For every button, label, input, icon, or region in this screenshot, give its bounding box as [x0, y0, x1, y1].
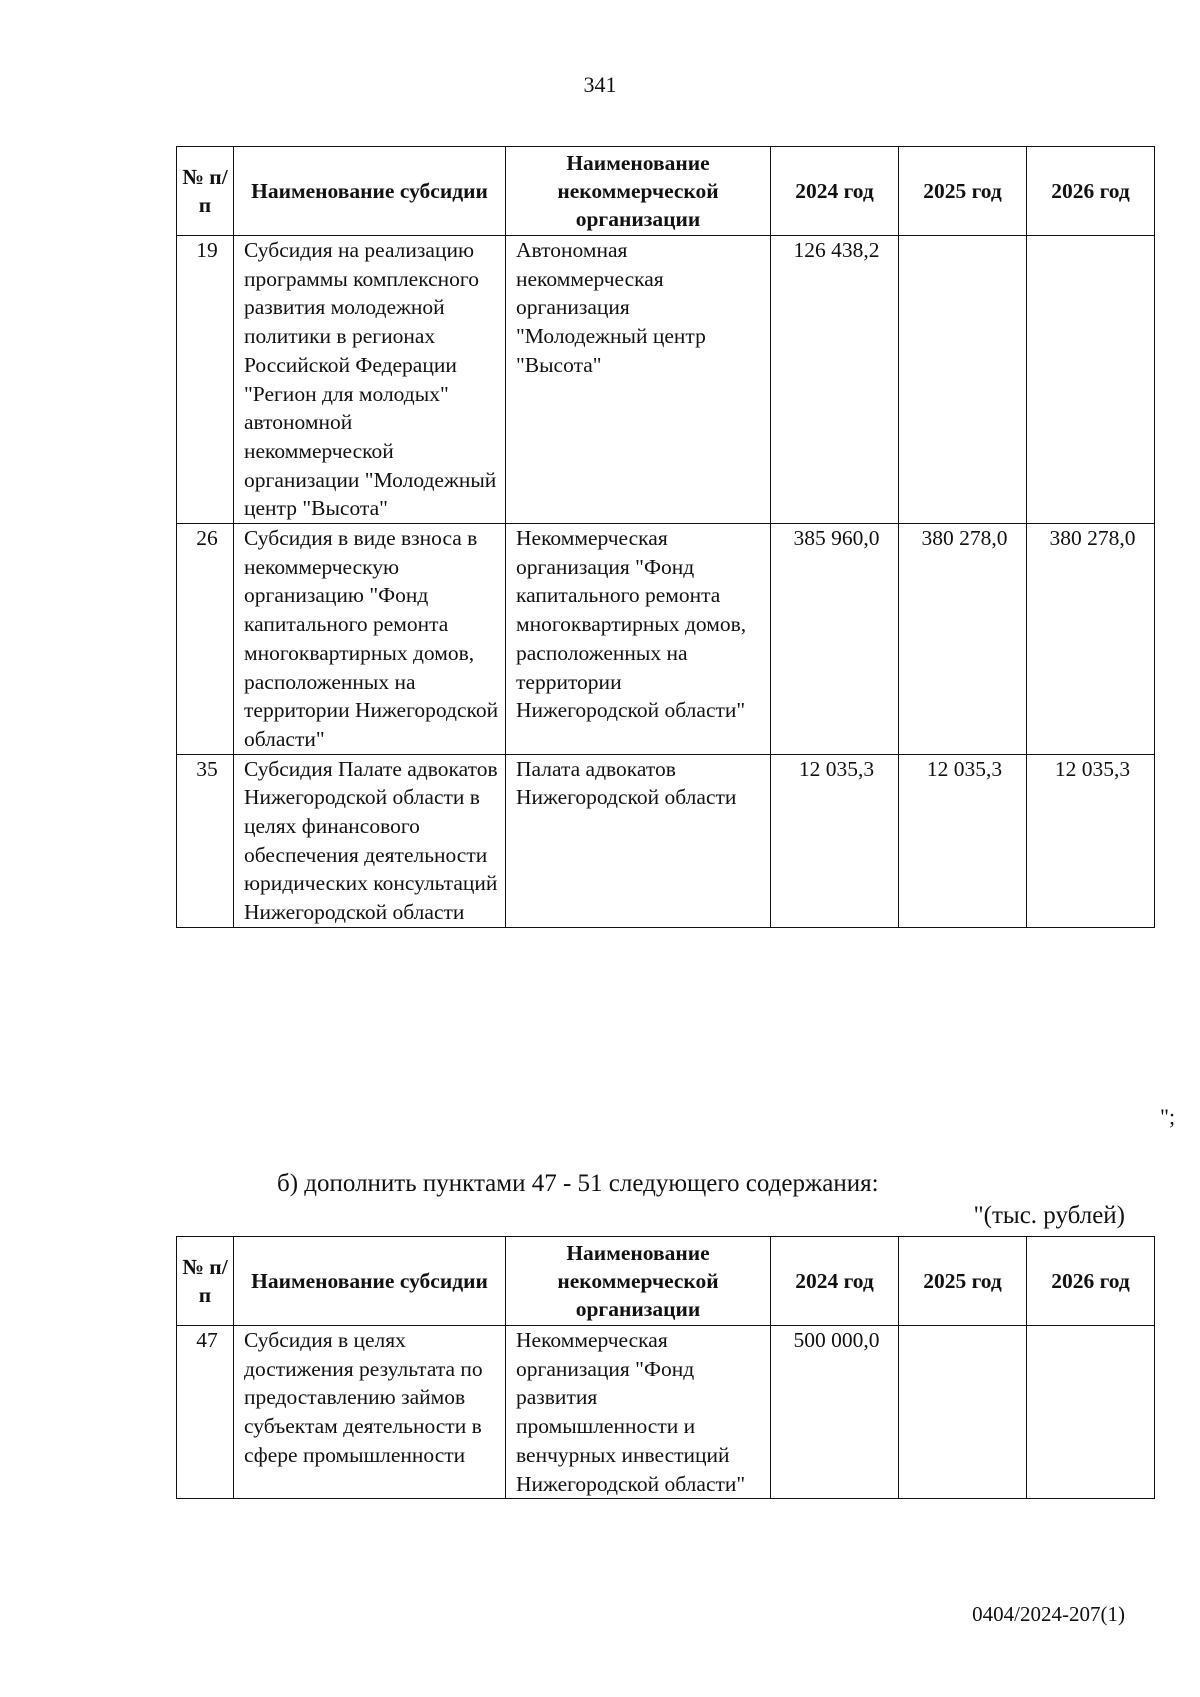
row-2025: 12 035,3: [899, 754, 1027, 927]
row-2025: [899, 1326, 1027, 1499]
closing-quote: ";: [1160, 1104, 1176, 1129]
header-2026: 2026 год: [1027, 147, 1155, 236]
units-label: "(тыс. рублей): [973, 1202, 1125, 1229]
row-subsidy: Субсидия в целях достижения результата по предоставлению займов субъектам деятельности в сфере промышленности: [234, 1326, 506, 1499]
row-subsidy: Субсидия Палате адвокатов Нижегородской области в целях финансового обеспечения деятельности юридических консультаций Нижегородской области: [234, 754, 506, 927]
row-subsidy: Субсидия в виде взноса в некоммерческую организацию "Фонд капитального ремонта многоквартирных домов, расположенных на территории Нижегородской области": [234, 524, 506, 755]
table-row: [177, 1326, 1155, 1499]
row-num: 26: [177, 524, 234, 755]
header-organization: Наименование некоммерческой организации: [506, 147, 771, 236]
header-subsidy: Наименование субсидии: [234, 147, 506, 236]
row-2026: [1027, 1326, 1155, 1499]
header-2026: 2026 год: [1027, 1237, 1155, 1326]
page-number: 341: [583, 72, 617, 97]
row-subsidy: Субсидия на реализацию программы комплексного развития молодежной политики в регионах Российской Федерации "Регион для молодых" автономной некоммерческой организации "Молодежный центр "Высота": [234, 236, 506, 524]
table-row: [177, 524, 1155, 755]
row-2024: 126 438,2: [771, 236, 899, 524]
row-2024: 12 035,3: [771, 754, 899, 927]
header-2024: 2024 год: [771, 147, 899, 236]
table-row: [177, 754, 1155, 927]
header-num: № п/п: [177, 1237, 234, 1326]
header-num: № п/п: [177, 147, 234, 236]
row-2026: [1027, 236, 1155, 524]
row-num: 19: [177, 236, 234, 524]
table-header-row: [177, 1237, 1155, 1326]
row-2026: 380 278,0: [1027, 524, 1155, 755]
row-2025: [899, 236, 1027, 524]
header-2024: 2024 год: [771, 1237, 899, 1326]
header-organization: Наименование некоммерческой организации: [506, 1237, 771, 1326]
row-organization: Автономная некоммерческая организация "Молодежный центр "Высота": [506, 236, 771, 524]
header-2025: 2025 год: [899, 1237, 1027, 1326]
subsidy-table-1: [176, 146, 1155, 928]
row-organization: Некоммерческая организация "Фонд капитального ремонта многоквартирных домов, расположенных на территории Нижегородской области": [506, 524, 771, 755]
row-2024: 385 960,0: [771, 524, 899, 755]
row-num: 35: [177, 754, 234, 927]
row-2026: 12 035,3: [1027, 754, 1155, 927]
row-2025: 380 278,0: [899, 524, 1027, 755]
header-subsidy: Наименование субсидии: [234, 1237, 506, 1326]
row-num: 47: [177, 1326, 234, 1499]
row-2024: 500 000,0: [771, 1326, 899, 1499]
row-organization: Некоммерческая организация "Фонд развития промышленности и венчурных инвестиций Нижегородской области": [506, 1326, 771, 1499]
document-id: 0404/2024-207(1): [972, 1602, 1125, 1626]
header-2025: 2025 год: [899, 147, 1027, 236]
table-row: [177, 236, 1155, 524]
subsidy-table-2: [176, 1236, 1155, 1499]
amendment-text: б) дополнить пунктами 47 - 51 следующего содержания:: [277, 1170, 879, 1197]
table-header-row: [177, 147, 1155, 236]
row-organization: Палата адвокатов Нижегородской области: [506, 754, 771, 927]
